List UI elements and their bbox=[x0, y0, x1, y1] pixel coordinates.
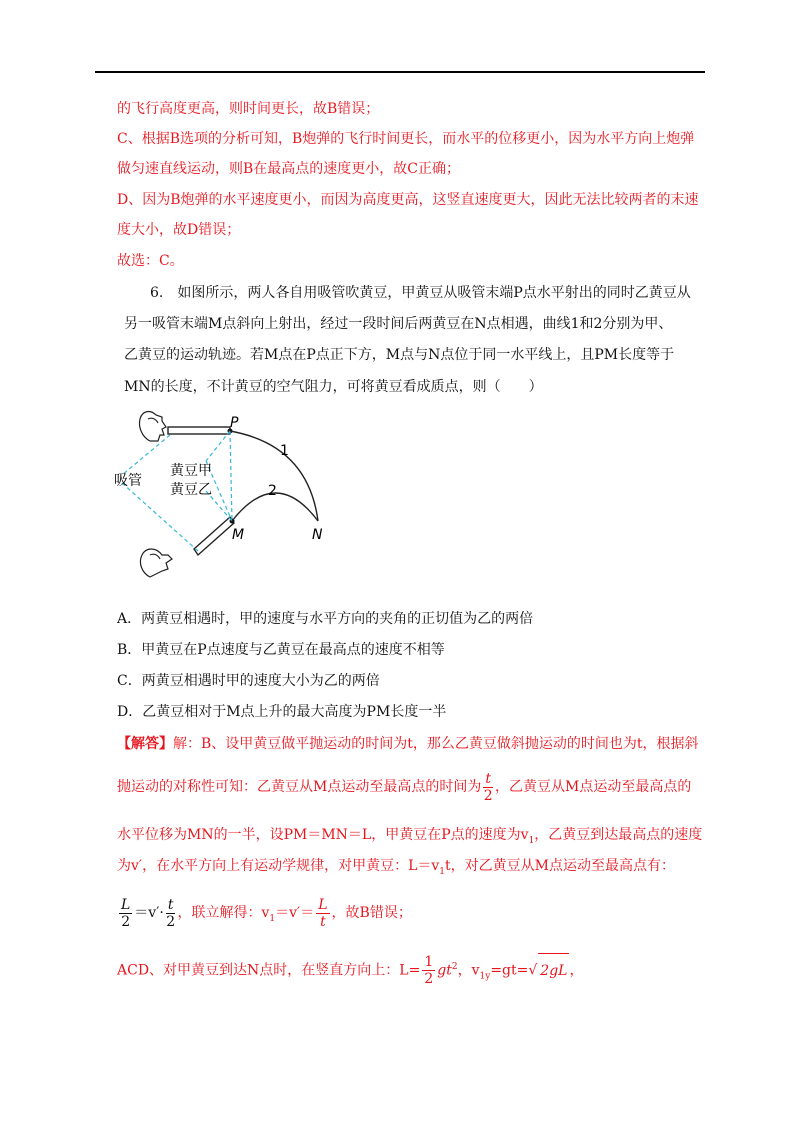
option-c: C．两黄豆相遇时甲的速度大小为乙的两倍 bbox=[117, 673, 380, 689]
solution-line-2 bbox=[117, 770, 691, 804]
question-line-3: 乙黄豆的运动轨迹。若M点在P点正下方，M点与N点位于同一水平线上，且PM长度等于 bbox=[124, 347, 675, 363]
solution-text-5c: ＝v′＝ bbox=[275, 905, 315, 921]
question-line-1: 6. 如图所示，两人各自用吸管吹黄豆，甲黄豆从吸管末端P点水平射出的同时乙黄豆从 bbox=[150, 285, 691, 301]
frac-num-l2: L bbox=[318, 896, 328, 913]
solution-line-1 bbox=[117, 735, 699, 753]
solution-text-4: 为v′，在水平方向上有运动学规律，对甲黄豆：L＝v bbox=[117, 858, 440, 874]
solution-text-4b: t，对乙黄豆从M点运动至最高点有： bbox=[445, 858, 675, 874]
fraction-l-over-2 bbox=[119, 897, 132, 930]
label-n: N bbox=[312, 527, 323, 543]
prev-solution-line-4: D、因为B炮弹的水平速度更小，而因为高度更高，这竖直速度更大，因此无法比较两者的末速 bbox=[117, 192, 699, 208]
solution-line-4 bbox=[117, 857, 675, 881]
solution-line-5 bbox=[117, 896, 412, 936]
straw-beans-figure bbox=[112, 405, 342, 587]
trajectory-1 bbox=[230, 431, 318, 521]
sub-1y: 1y bbox=[479, 971, 491, 982]
sqrt-content: 2gL bbox=[538, 953, 569, 988]
solution-text-3b: ，乙黄豆到达最高点的速度 bbox=[534, 827, 703, 843]
label-bean-jia: 黄豆甲 bbox=[170, 463, 212, 479]
fraction-t-over-2b bbox=[166, 897, 176, 930]
frac-den-2b: 2 bbox=[166, 913, 176, 930]
label-straw: 吸管 bbox=[114, 473, 142, 489]
person-top-icon bbox=[139, 412, 166, 441]
solution-line-3 bbox=[117, 826, 702, 850]
frac-den-t: t bbox=[320, 913, 326, 930]
prev-solution-line-5: 度大小，故D错误； bbox=[117, 222, 241, 238]
frac-num-l: L bbox=[121, 896, 131, 913]
solution-text-1: 解：B、设甲黄豆做平抛运动的时间为t，那么乙黄豆做斜抛运动的时间也为t，根据斜 bbox=[173, 736, 699, 752]
option-b: B．甲黄豆在P点速度与乙黄豆在最高点的速度不相等 bbox=[117, 642, 445, 658]
frac-den-2c: 2 bbox=[424, 971, 434, 988]
prev-solution-line-1: 的飞行高度更高，则时间更长，故B错误； bbox=[117, 101, 380, 117]
solution-text-5d: ，故B错误； bbox=[331, 905, 412, 921]
solution-text-2a: 抛运动的对称性可知：乙黄豆从M点运动至最高点的时间为 bbox=[117, 779, 482, 795]
solution-text-3: 水平位移为MN的一半，设PM＝MN＝L，甲黄豆在P点的速度为v bbox=[117, 827, 529, 843]
fraction-1-over-2 bbox=[422, 954, 435, 987]
question-line-4: MN的长度，不计黄豆的空气阻力，可将黄豆看成质点，则（ ） bbox=[124, 379, 543, 395]
solution-text-6a: ACD、对甲黄豆到达N点时，在竖直方向上：L= bbox=[117, 962, 421, 979]
label-bean-yi: 黄豆乙 bbox=[170, 482, 212, 498]
prev-solution-line-2: C、根据B选项的分析可知，B炮弹的飞行时间更长，而水平的位移更小，因为水平方向上炮弹 bbox=[117, 131, 695, 147]
solution-text-6f: ， bbox=[569, 962, 584, 979]
solution-text-2b: ，乙黄豆从M点运动至最高点的 bbox=[494, 779, 692, 795]
fraction-t-over-2 bbox=[483, 771, 493, 804]
sup-2: 2 bbox=[451, 962, 458, 972]
straw-top bbox=[168, 427, 230, 434]
solution-text-5a: ＝v′· bbox=[134, 905, 164, 921]
label-p: P bbox=[230, 415, 239, 431]
label-curve-2: 2 bbox=[268, 483, 277, 499]
straw-bottom bbox=[194, 517, 234, 555]
prev-solution-line-3: 做匀速直线运动，则B在最高点的速度更小，故C正确； bbox=[117, 161, 460, 177]
option-a: A．两黄豆相遇时，甲的速度与水平方向的夹角的正切值为乙的两倍 bbox=[117, 611, 534, 627]
solution-tag: 【解答】 bbox=[117, 736, 173, 752]
solution-line-6 bbox=[117, 950, 583, 993]
frac-num-1: 1 bbox=[424, 954, 434, 971]
fraction-l-over-t bbox=[316, 897, 329, 930]
question-line-2: 另一吸管末端M点斜向上射出，经过一段时间后两黄豆在N点相遇，曲线1和2分别为甲、 bbox=[124, 316, 673, 332]
person-bottom-icon bbox=[140, 549, 172, 577]
prev-answer: 故选：C。 bbox=[117, 253, 184, 269]
sub-1: 1 bbox=[528, 835, 535, 846]
frac-num-t: t bbox=[167, 896, 174, 913]
solution-text-6c: ，v bbox=[457, 962, 480, 979]
sub-1b: 1 bbox=[439, 866, 446, 877]
solution-text-6b: gt bbox=[437, 962, 452, 979]
sub-1c: 1 bbox=[269, 913, 276, 924]
frac-den-2: 2 bbox=[121, 913, 131, 930]
label-m: M bbox=[232, 527, 245, 543]
sqrt-symbol: √ bbox=[528, 962, 538, 979]
frac-den: 2 bbox=[483, 787, 493, 804]
header-rule bbox=[95, 71, 705, 73]
frac-num: t bbox=[485, 770, 491, 787]
solution-text-6d: =gt= bbox=[490, 962, 529, 979]
solution-text-5b: ，联立解得：v bbox=[177, 905, 270, 921]
option-d: D．乙黄豆相对于M点上升的最大高度为PM长度一半 bbox=[117, 704, 447, 720]
label-curve-1: 1 bbox=[280, 443, 289, 459]
